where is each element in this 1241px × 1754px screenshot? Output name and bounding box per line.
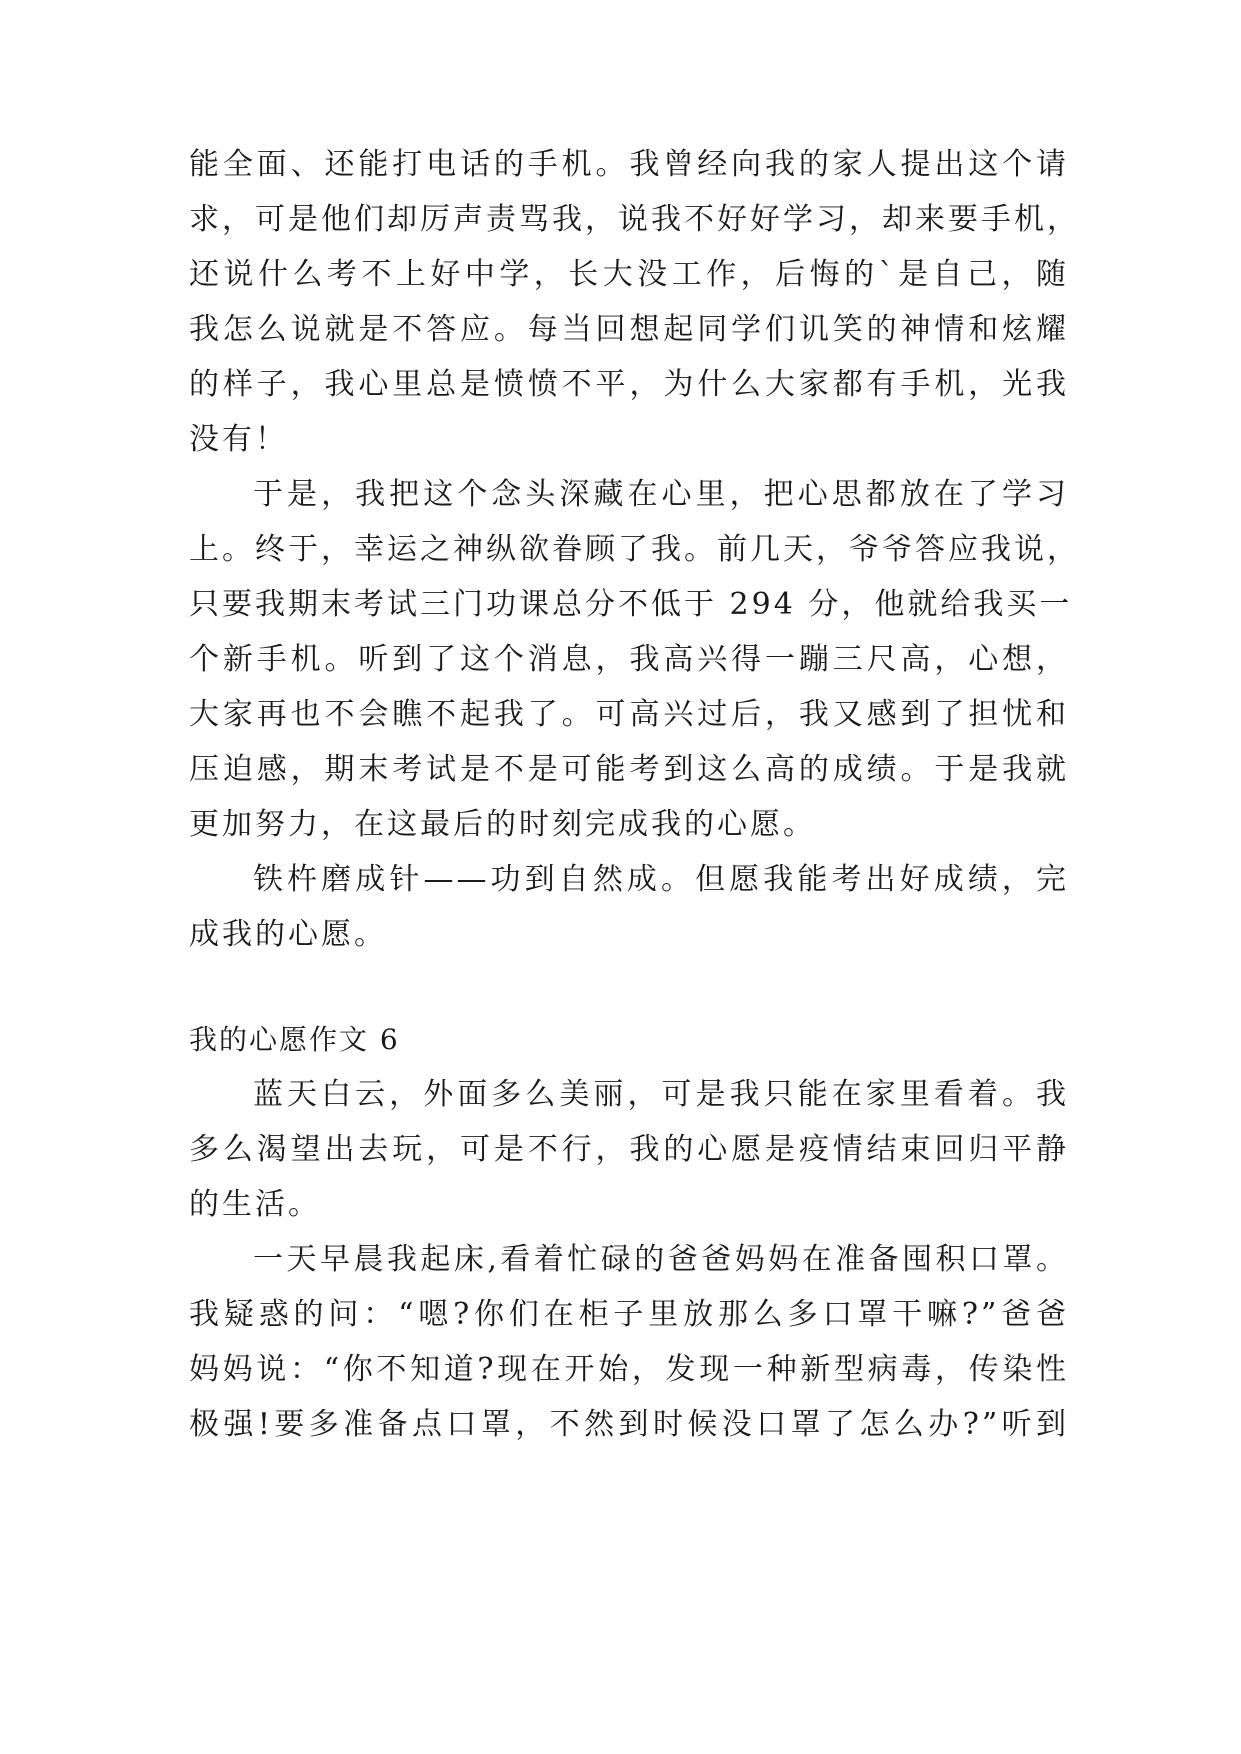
text-line: 上。终于，幸运之神纵欲眷顾了我。前几天，爷爷答应我说，	[189, 532, 1080, 567]
text-line: 压迫感，期末考试是不是可能考到这么高的成绩。于是我就	[189, 752, 1069, 787]
section-title: 我的心愿作文 6	[189, 1023, 400, 1056]
text-line: 没有！	[189, 422, 288, 457]
text-line: 铁杵磨成针——功到自然成。但愿我能考出好成绩，完	[253, 862, 1069, 897]
text-line: 求，可是他们却厉声责骂我，说我不好好学习，却来要手机，	[189, 202, 1080, 237]
text-line: 我怎么说就是不答应。每当回想起同学们讥笑的神情和炫耀	[189, 312, 1069, 347]
text-line: 多么渴望出去玩，可是不行，我的心愿是疫情结束回归平静	[189, 1132, 1069, 1167]
text-line: 的生活。	[189, 1187, 321, 1222]
text-line: 大家再也不会瞧不起我了。可高兴过后，我又感到了担忧和	[189, 697, 1069, 732]
text-line: 于是，我把这个念头深藏在心里，把心思都放在了学习	[253, 477, 1069, 512]
text-line: 极强!要多准备点口罩，不然到时候没口罩了怎么办?”听到	[189, 1407, 1069, 1442]
text-line: 蓝天白云，外面多么美丽，可是我只能在家里看着。我	[253, 1077, 1069, 1112]
text-line: 更加努力，在这最后的时刻完成我的心愿。	[189, 807, 816, 842]
text-line: 我疑惑的问：“嗯?你们在柜子里放那么多口罩干嘛?”爸爸	[189, 1297, 1069, 1332]
text-line: 一天早晨我起床,看着忙碌的爸爸妈妈在准备囤积口罩。	[253, 1242, 1069, 1277]
text-line: 能全面、还能打电话的手机。我曾经向我的家人提出这个请	[189, 147, 1069, 182]
text-line: 妈妈说：“你不知道?现在开始，发现一种新型病毒，传染性	[189, 1352, 1069, 1387]
text-line: 的样子，我心里总是愤愤不平，为什么大家都有手机，光我	[189, 367, 1069, 402]
text-line: 个新手机。听到了这个消息，我高兴得一蹦三尺高，心想，	[189, 642, 1069, 677]
text-line: 只要我期末考试三门功课总分不低于 294 分，他就给我买一	[189, 587, 1073, 622]
text-line: 成我的心愿。	[189, 917, 387, 952]
text-line: 还说什么考不上好中学，长大没工作，后悔的`是自己，随	[189, 257, 1069, 292]
